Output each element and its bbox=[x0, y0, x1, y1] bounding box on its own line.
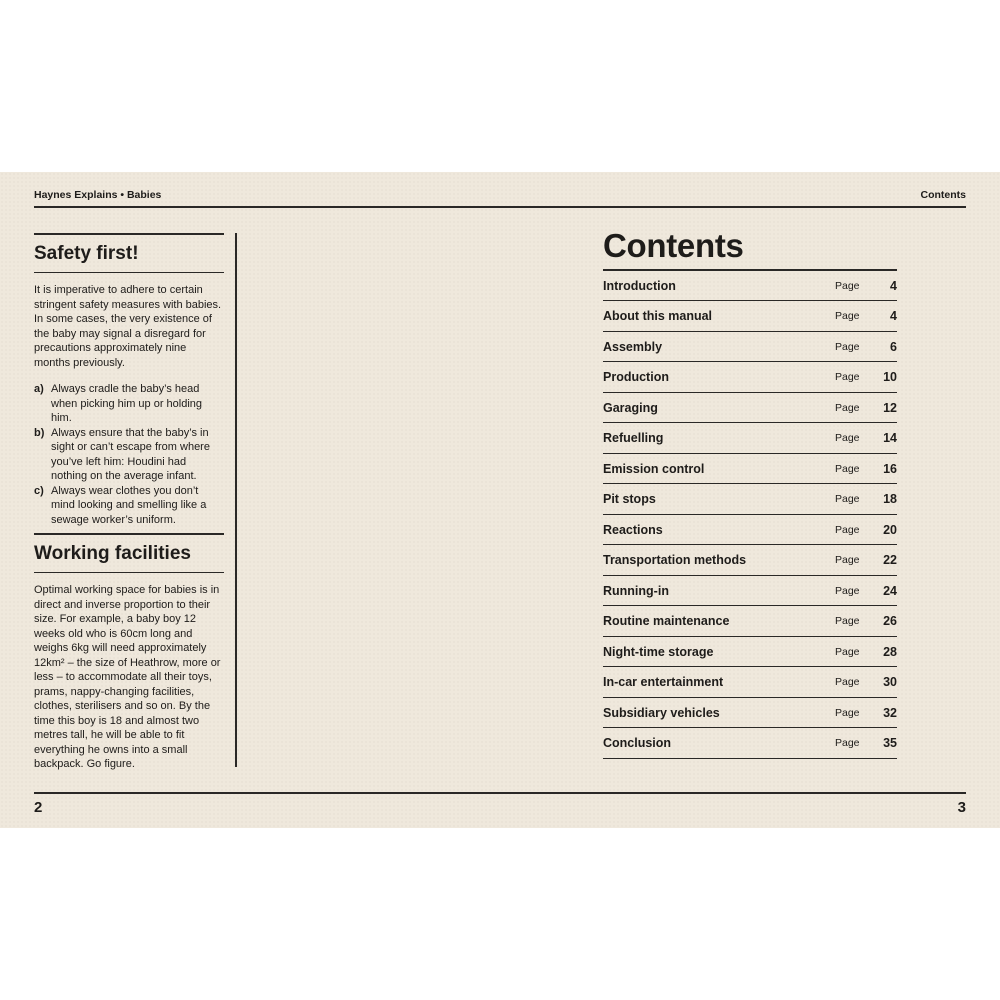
list-text: Always cradle the baby’s head when picking him up or holding him. bbox=[51, 383, 203, 424]
contents-entry[interactable] bbox=[603, 332, 897, 363]
entry-page-number: 12 bbox=[883, 400, 897, 415]
entry-title: Conclusion bbox=[603, 736, 672, 750]
contents-entry[interactable] bbox=[603, 362, 897, 393]
contents-entry[interactable] bbox=[603, 728, 897, 759]
running-head-right: Contents bbox=[920, 189, 966, 201]
contents-entry[interactable] bbox=[603, 423, 897, 454]
list-marker: a) bbox=[34, 383, 44, 395]
section-rule bbox=[34, 533, 224, 535]
entry-title: In-car entertainment bbox=[603, 675, 724, 689]
column-divider bbox=[235, 233, 237, 767]
bottom-rule bbox=[34, 792, 966, 794]
contents-entry[interactable] bbox=[603, 667, 897, 698]
entry-title: Transportation methods bbox=[603, 553, 747, 567]
entry-page-number: 30 bbox=[883, 675, 897, 689]
section-title: Working facilities bbox=[34, 542, 191, 564]
entry-page-number: 24 bbox=[883, 583, 897, 598]
entry-title: Garaging bbox=[603, 400, 658, 415]
contents-entry[interactable] bbox=[603, 515, 897, 546]
section-rule bbox=[34, 272, 224, 274]
entry-page-number: 4 bbox=[890, 278, 897, 293]
page-label: Page bbox=[835, 615, 860, 627]
page-label: Page bbox=[835, 310, 860, 322]
contents-entry[interactable] bbox=[603, 698, 897, 729]
entry-page-number: 10 bbox=[883, 370, 897, 384]
list-text: Always wear clothes you don’t mind looking and smelling like a sewage worker’s uniform. bbox=[51, 484, 207, 526]
entry-page-number: 28 bbox=[883, 644, 897, 659]
entry-title: Introduction bbox=[603, 278, 676, 293]
page-label: Page bbox=[835, 584, 860, 597]
page-number-left: 2 bbox=[34, 799, 43, 816]
contents-entry[interactable] bbox=[603, 484, 897, 515]
entry-title: Routine maintenance bbox=[603, 614, 730, 628]
entry-page-number: 20 bbox=[883, 522, 897, 537]
page-label: Page bbox=[835, 676, 860, 688]
working-facilities-section bbox=[34, 533, 224, 772]
entry-title: Running-in bbox=[603, 583, 669, 598]
page-label: Page bbox=[835, 645, 860, 658]
contents-title: Contents bbox=[603, 227, 744, 264]
entry-title: Emission control bbox=[603, 461, 705, 476]
entry-title: Reactions bbox=[603, 522, 663, 537]
contents-entry[interactable] bbox=[603, 545, 897, 576]
entry-title: About this manual bbox=[603, 309, 713, 323]
left-column bbox=[34, 233, 224, 772]
contents-entry[interactable] bbox=[603, 576, 897, 607]
section-title: Safety first! bbox=[34, 242, 139, 264]
entry-title: Assembly bbox=[603, 339, 663, 354]
section-rule bbox=[34, 572, 224, 574]
page-label: Page bbox=[835, 462, 860, 475]
running-head-left: Haynes Explains • Babies bbox=[34, 189, 162, 201]
contents-entry[interactable] bbox=[603, 271, 897, 302]
section-body: It is imperative to adhere to certain stringent safety measures with babies. In some cases, the very existence of the baby may signal a disregard for precautions approximately nine months previously. bbox=[34, 284, 222, 369]
list-item bbox=[34, 426, 224, 484]
contents-entry[interactable] bbox=[603, 301, 897, 332]
list-item bbox=[34, 382, 224, 426]
contents-entry[interactable] bbox=[603, 637, 897, 668]
entry-page-number: 18 bbox=[883, 492, 897, 506]
page-label: Page bbox=[835, 279, 860, 292]
list-marker: b) bbox=[34, 426, 45, 439]
contents-entry[interactable] bbox=[603, 606, 897, 637]
safety-list bbox=[34, 382, 224, 527]
entry-title: Night-time storage bbox=[603, 644, 714, 659]
page-label: Page bbox=[835, 493, 860, 505]
contents-entry[interactable] bbox=[603, 393, 897, 424]
list-marker: c) bbox=[34, 484, 44, 497]
entry-page-number: 32 bbox=[883, 705, 897, 720]
section-rule bbox=[34, 233, 224, 235]
top-rule bbox=[34, 206, 966, 208]
page-label: Page bbox=[835, 401, 860, 414]
contents-entry[interactable] bbox=[603, 454, 897, 485]
page-label: Page bbox=[835, 554, 860, 566]
book-spread bbox=[0, 172, 1000, 828]
entry-title: Refuelling bbox=[603, 431, 664, 445]
page-label: Page bbox=[835, 523, 860, 536]
contents-table bbox=[603, 228, 897, 759]
entry-page-number: 35 bbox=[883, 736, 897, 750]
entry-page-number: 22 bbox=[883, 553, 897, 567]
contents-rows bbox=[603, 271, 897, 759]
entry-page-number: 6 bbox=[890, 339, 897, 354]
list-item bbox=[34, 484, 224, 528]
page-label: Page bbox=[835, 340, 860, 353]
page-label: Page bbox=[835, 371, 860, 383]
entry-page-number: 26 bbox=[883, 614, 897, 628]
page-label: Page bbox=[835, 432, 860, 444]
entry-title: Subsidiary vehicles bbox=[603, 705, 720, 720]
entry-page-number: 14 bbox=[883, 431, 897, 445]
page-label: Page bbox=[835, 706, 860, 719]
section-body: Optimal working space for babies is in direct and inverse proportion to their size. For example, a baby boy 12 weeks old who is 60cm long and weighs 6kg will need approximately 12km² – the size of Heathrow, more or less – to accommodate all their toys, prams, nappy-changing facilities, clothes, sterilisers and so on. By the time this boy is 18 and almost two metres tall, he will be able to fit everything he owns into a small backpack. Go figure. bbox=[34, 584, 221, 770]
safety-first-section bbox=[34, 233, 224, 527]
entry-page-number: 16 bbox=[883, 461, 897, 476]
page-label: Page bbox=[835, 737, 860, 749]
entry-title: Production bbox=[603, 370, 669, 384]
entry-page-number: 4 bbox=[890, 309, 897, 323]
page-number-right: 3 bbox=[957, 799, 966, 816]
list-text: Always ensure that the baby’s in sight or can’t escape from where you’ve left him: Houdini had nothing on the average infant. bbox=[51, 426, 210, 482]
entry-title: Pit stops bbox=[603, 492, 656, 506]
